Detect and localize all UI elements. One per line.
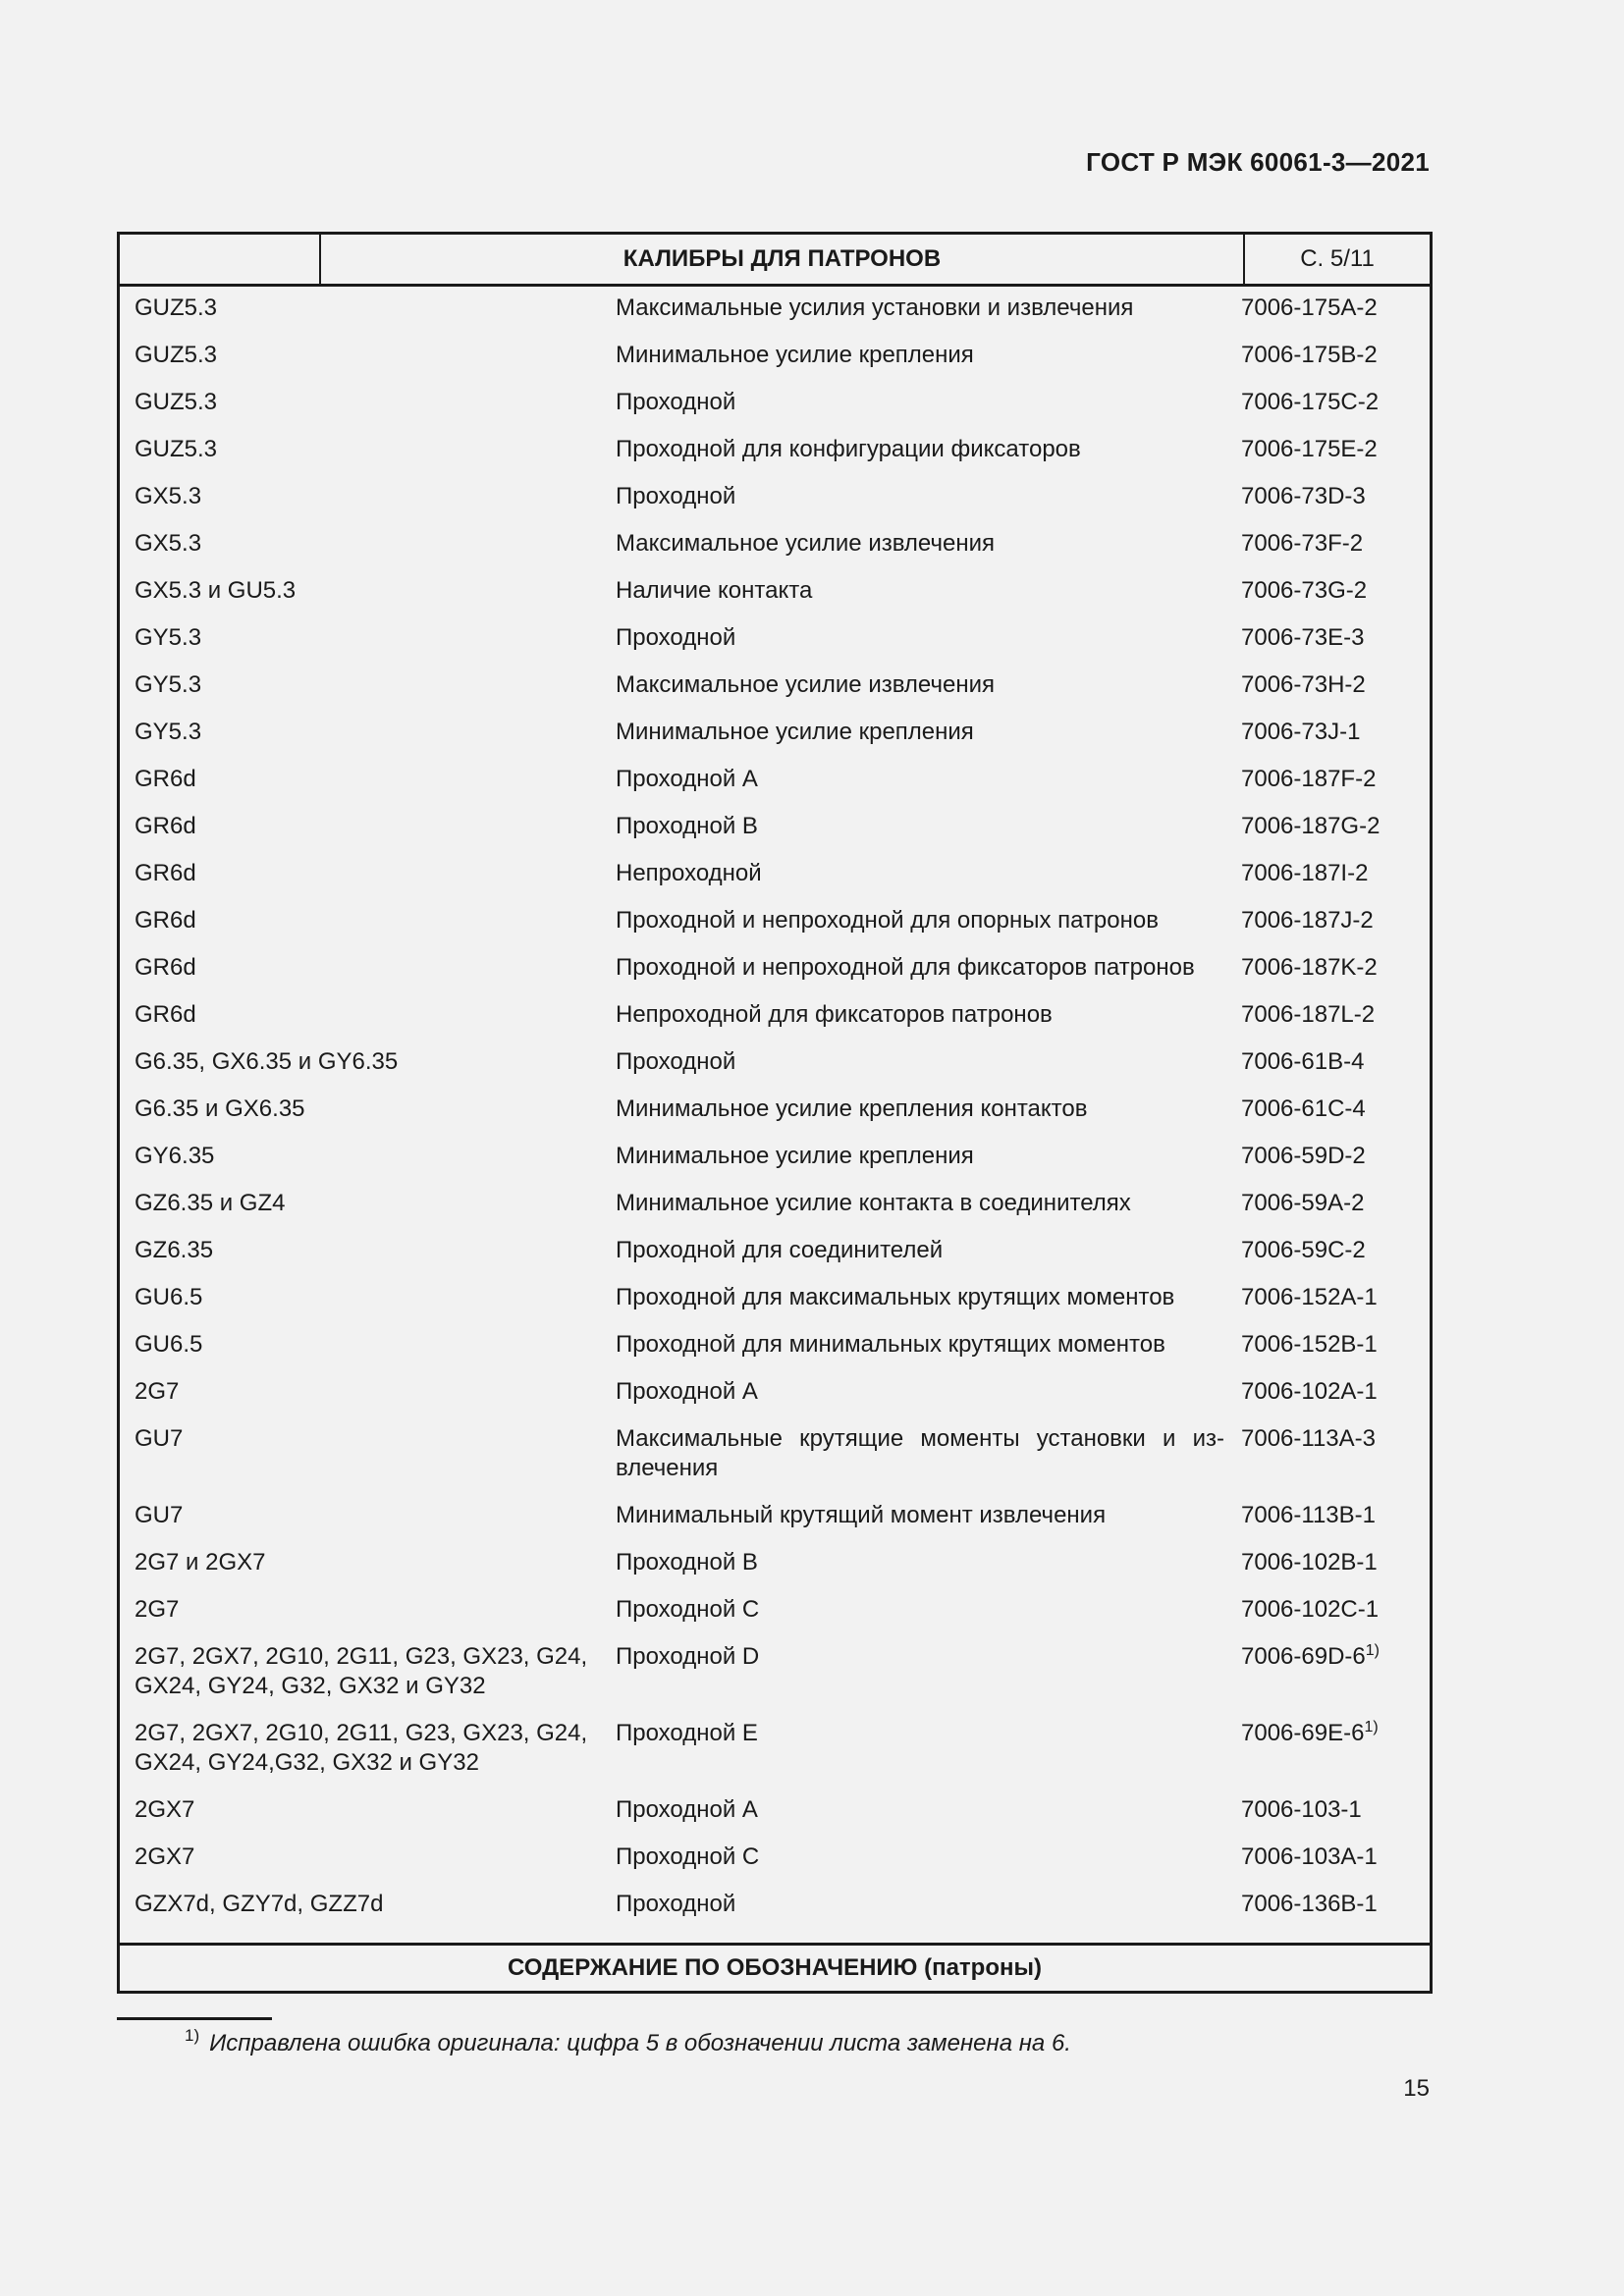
sheet-number: 7006-175A-2 — [1241, 294, 1378, 321]
sheet-number: 7006-103-1 — [1241, 1796, 1362, 1823]
table-row — [120, 341, 1430, 388]
gauge-name: Проходной В — [616, 813, 758, 839]
lampholder-designation: GZ6.35 — [135, 1237, 214, 1263]
lampholder-designation: GY5.3 — [135, 719, 202, 745]
table-row — [120, 576, 1430, 623]
gauge-name: Максимальные усилия установки и извлечения — [616, 294, 1134, 321]
lampholder-designation: GY6.35 — [135, 1143, 215, 1169]
table-row — [120, 765, 1430, 812]
table-row — [120, 482, 1430, 529]
gauge-name: Проходной для конфигурации фиксаторов — [616, 436, 1081, 462]
sheet-number-cell — [1236, 906, 1430, 935]
lampholder-designation: GX5.3 — [135, 530, 202, 557]
sheet-number: 7006-59A-2 — [1241, 1190, 1365, 1216]
gauge-name: Проходной и непроходной для фиксаторов патронов — [616, 954, 1195, 981]
gauge-name: Проходной Е — [616, 1720, 758, 1746]
sheet-number-cell — [1236, 812, 1430, 841]
table-row — [120, 1189, 1430, 1236]
gauge-name: Минимальное усилие крепления контактов — [616, 1095, 1088, 1122]
sheet-number-cell — [1236, 859, 1430, 888]
sheet-number: 7006-102C-1 — [1241, 1596, 1380, 1623]
lampholder-designation: GY5.3 — [135, 671, 202, 698]
lampholder-designation: GR6d — [135, 954, 196, 981]
lampholder-designation: GR6d — [135, 1001, 196, 1028]
table-row — [120, 670, 1430, 718]
sheet-number: 7006-73H-2 — [1241, 671, 1366, 698]
lampholder-designation: GU6.5 — [135, 1331, 203, 1358]
table-row — [120, 1283, 1430, 1330]
table-row — [120, 1377, 1430, 1424]
table-row — [120, 859, 1430, 906]
lampholder-designation: 2G7, 2GX7, 2G10, 2G11, G23, GX23, G24, GX24, GY24, G32, GX32 и GY32 — [135, 1643, 588, 1699]
sheet-number: 7006-136B-1 — [1241, 1891, 1378, 1917]
lampholder-designation: GU7 — [135, 1502, 184, 1528]
table-row — [120, 1642, 1430, 1719]
sheet-number-cell — [1236, 1890, 1430, 1919]
sheet-number: 7006-175B-2 — [1241, 342, 1378, 368]
lampholder-designation: 2G7 — [135, 1596, 180, 1623]
table-title: КАЛИБРЫ ДЛЯ ПАТРОНОВ — [321, 235, 1245, 284]
sheet-number-cell — [1236, 718, 1430, 747]
gauges-table — [117, 232, 1433, 1994]
table-row — [120, 1501, 1430, 1548]
sheet-number-cell — [1236, 1501, 1430, 1530]
sheet-number: 7006-73G-2 — [1241, 577, 1368, 604]
gauge-name: Проходной — [616, 483, 736, 509]
gauge-name: Минимальное усилие крепления — [616, 719, 974, 745]
table-header — [120, 235, 1430, 287]
table-body — [120, 287, 1430, 1943]
table-row — [120, 1047, 1430, 1095]
sheet-number: 7006-113A-3 — [1241, 1425, 1376, 1452]
sheet-number: 7006-73F-2 — [1241, 530, 1364, 557]
table-row — [120, 1142, 1430, 1189]
gauge-name: Проходной — [616, 624, 736, 651]
sheet-number-cell — [1236, 1283, 1430, 1312]
lampholder-designation: GR6d — [135, 907, 196, 934]
gauge-name: Проходной для максимальных крутящих моментов — [616, 1284, 1175, 1310]
lampholder-designation: GU6.5 — [135, 1284, 203, 1310]
lampholder-designation: 2G7 и 2GX7 — [135, 1549, 266, 1575]
sheet-number: 7006-187I-2 — [1241, 860, 1369, 886]
lampholder-designation: GZX7d, GZY7d, GZZ7d — [135, 1891, 384, 1917]
sheet-number-cell — [1236, 1047, 1430, 1077]
sheet-number: 7006-69D-6 — [1241, 1643, 1366, 1670]
gauge-name: Минимальное усилие крепления — [616, 1143, 974, 1169]
sheet-number-cell — [1236, 670, 1430, 700]
gauge-name: Наличие контакта — [616, 577, 813, 604]
sheet-number: 7006-113B-1 — [1241, 1502, 1376, 1528]
sheet-number-cell — [1236, 1795, 1430, 1825]
sheet-number-cell — [1236, 1719, 1430, 1778]
gauge-name: Проходной А — [616, 1378, 758, 1405]
sheet-number: 7006-187G-2 — [1241, 813, 1380, 839]
lampholder-designation: GX5.3 — [135, 483, 202, 509]
sheet-number: 7006-175E-2 — [1241, 436, 1378, 462]
gauge-name: Максимальные крутящие моменты установки и из-влечения — [616, 1425, 1224, 1481]
sheet-number-cell — [1236, 1330, 1430, 1360]
table-row — [120, 435, 1430, 482]
lampholder-designation: GZ6.35 и GZ4 — [135, 1190, 286, 1216]
sheet-number-cell — [1236, 765, 1430, 794]
lampholder-designation: 2GX7 — [135, 1796, 195, 1823]
gauge-name: Максимальное усилие извлечения — [616, 530, 995, 557]
table-row — [120, 623, 1430, 670]
gauge-name: Проходной — [616, 1048, 736, 1075]
table-row — [120, 1719, 1430, 1795]
sheet-number: 7006-69E-6 — [1241, 1720, 1365, 1746]
sheet-number: 7006-73J-1 — [1241, 719, 1361, 745]
table-row — [120, 1000, 1430, 1047]
gauge-name: Минимальное усилие контакта в соединителях — [616, 1190, 1131, 1216]
gauge-name: Проходной А — [616, 1796, 758, 1823]
sheet-number: 7006-59C-2 — [1241, 1237, 1366, 1263]
sheet-number-cell — [1236, 1189, 1430, 1218]
footnote-marker: 1) — [185, 2026, 200, 2045]
gauge-name: Проходной для соединителей — [616, 1237, 944, 1263]
sheet-number-cell — [1236, 1095, 1430, 1124]
table-row — [120, 1795, 1430, 1842]
sheet-number-cell — [1236, 482, 1430, 511]
gauge-name: Непроходной — [616, 860, 762, 886]
sheet-number: 7006-187L-2 — [1241, 1001, 1376, 1028]
sheet-number-cell — [1236, 1548, 1430, 1577]
lampholder-designation: 2G7, 2GX7, 2G10, 2G11, G23, GX23, G24, GX24, GY24,G32, GX32 и GY32 — [135, 1720, 588, 1776]
sheet-number-cell — [1236, 1000, 1430, 1030]
table-row — [120, 294, 1430, 341]
sheet-number: 7006-59D-2 — [1241, 1143, 1366, 1169]
lampholder-designation: GR6d — [135, 813, 196, 839]
sheet-number-cell — [1236, 953, 1430, 983]
sheet-number-cell — [1236, 1642, 1430, 1701]
table-row — [120, 1236, 1430, 1283]
gauge-name: Проходной С — [616, 1596, 760, 1623]
lampholder-designation: GY5.3 — [135, 624, 202, 651]
sheet-number: 7006-73D-3 — [1241, 483, 1366, 509]
table-row — [120, 1890, 1430, 1937]
footnote — [185, 2026, 1071, 2057]
lampholder-designation: GX5.3 и GU5.3 — [135, 577, 297, 604]
gauge-name: Проходной и непроходной для опорных патронов — [616, 907, 1159, 934]
lampholder-designation: 2GX7 — [135, 1843, 195, 1870]
table-row — [120, 906, 1430, 953]
sheet-number-cell — [1236, 388, 1430, 417]
sheet-number-cell — [1236, 576, 1430, 606]
gauge-name: Проходной — [616, 1891, 736, 1917]
sheet-number: 7006-152B-1 — [1241, 1331, 1378, 1358]
lampholder-designation: 2G7 — [135, 1378, 180, 1405]
sheet-number: 7006-175C-2 — [1241, 389, 1380, 415]
sheet-number: 7006-73E-3 — [1241, 624, 1365, 651]
sheet-number: 7006-152A-1 — [1241, 1284, 1378, 1310]
gauge-name: Непроходной для фиксаторов патронов — [616, 1001, 1053, 1028]
table-row — [120, 1842, 1430, 1890]
footnote-divider — [117, 2017, 272, 2020]
lampholder-designation: GR6d — [135, 766, 196, 792]
lampholder-designation: GUZ5.3 — [135, 389, 218, 415]
lampholder-designation: GUZ5.3 — [135, 342, 218, 368]
sheet-number: 7006-61C-4 — [1241, 1095, 1366, 1122]
table-row — [120, 388, 1430, 435]
lampholder-designation: GU7 — [135, 1425, 184, 1452]
sheet-number: 7006-187J-2 — [1241, 907, 1374, 934]
sheet-number-cell — [1236, 435, 1430, 464]
sheet-number: 7006-187F-2 — [1241, 766, 1377, 792]
table-row — [120, 1095, 1430, 1142]
sheet-number-cell — [1236, 1595, 1430, 1625]
lampholder-designation: G6.35 и GX6.35 — [135, 1095, 305, 1122]
sheet-number-cell — [1236, 1842, 1430, 1872]
gauge-name: Минимальный крутящий момент извлечения — [616, 1502, 1107, 1528]
lampholder-designation: G6.35, GX6.35 и GY6.35 — [135, 1048, 399, 1075]
sheet-number: 7006-187K-2 — [1241, 954, 1378, 981]
sheet-number-cell — [1236, 529, 1430, 559]
footnote-text: Исправлена ошибка оригинала: цифра 5 в обозначении листа заменена на 6. — [209, 2030, 1071, 2056]
sheet-number-cell — [1236, 1236, 1430, 1265]
gauge-name: Проходной D — [616, 1643, 760, 1670]
lampholder-designation: GUZ5.3 — [135, 294, 218, 321]
table-row — [120, 1595, 1430, 1642]
sheet-number: 7006-61B-4 — [1241, 1048, 1365, 1075]
footnote-reference: 1) — [1365, 1642, 1380, 1659]
table-row — [120, 953, 1430, 1000]
table-row — [120, 529, 1430, 576]
sheet-number-cell — [1236, 294, 1430, 323]
table-row — [120, 1424, 1430, 1501]
gauge-name: Минимальное усилие крепления — [616, 342, 974, 368]
sheet-number: 7006-102A-1 — [1241, 1378, 1378, 1405]
table-row — [120, 718, 1430, 765]
page-number: 15 — [1403, 2075, 1430, 2102]
sheet-number: 7006-102B-1 — [1241, 1549, 1378, 1575]
lampholder-designation: GR6d — [135, 860, 196, 886]
gauge-name: Проходной — [616, 389, 736, 415]
document-standard-header: ГОСТ Р МЭК 60061-3—2021 — [1086, 147, 1430, 177]
sheet-number-cell — [1236, 1424, 1430, 1483]
table-page-ref: С. 5/11 — [1300, 245, 1375, 272]
footnote-reference: 1) — [1364, 1719, 1379, 1735]
sheet-number-cell — [1236, 341, 1430, 370]
table-footer-title: СОДЕРЖАНИЕ ПО ОБОЗНАЧЕНИЮ (патроны) — [120, 1943, 1430, 1991]
sheet-number-cell — [1236, 623, 1430, 653]
gauge-name: Проходной В — [616, 1549, 758, 1575]
sheet-number: 7006-103A-1 — [1241, 1843, 1378, 1870]
sheet-number-cell — [1236, 1142, 1430, 1171]
lampholder-designation: GUZ5.3 — [135, 436, 218, 462]
table-row — [120, 1548, 1430, 1595]
gauge-name: Проходной для минимальных крутящих моментов — [616, 1331, 1165, 1358]
sheet-number-cell — [1236, 1377, 1430, 1407]
table-header-blank-cell — [120, 235, 321, 284]
gauge-name: Максимальное усилие извлечения — [616, 671, 995, 698]
table-row — [120, 812, 1430, 859]
table-row — [120, 1330, 1430, 1377]
gauge-name: Проходной А — [616, 766, 758, 792]
gauge-name: Проходной С — [616, 1843, 760, 1870]
